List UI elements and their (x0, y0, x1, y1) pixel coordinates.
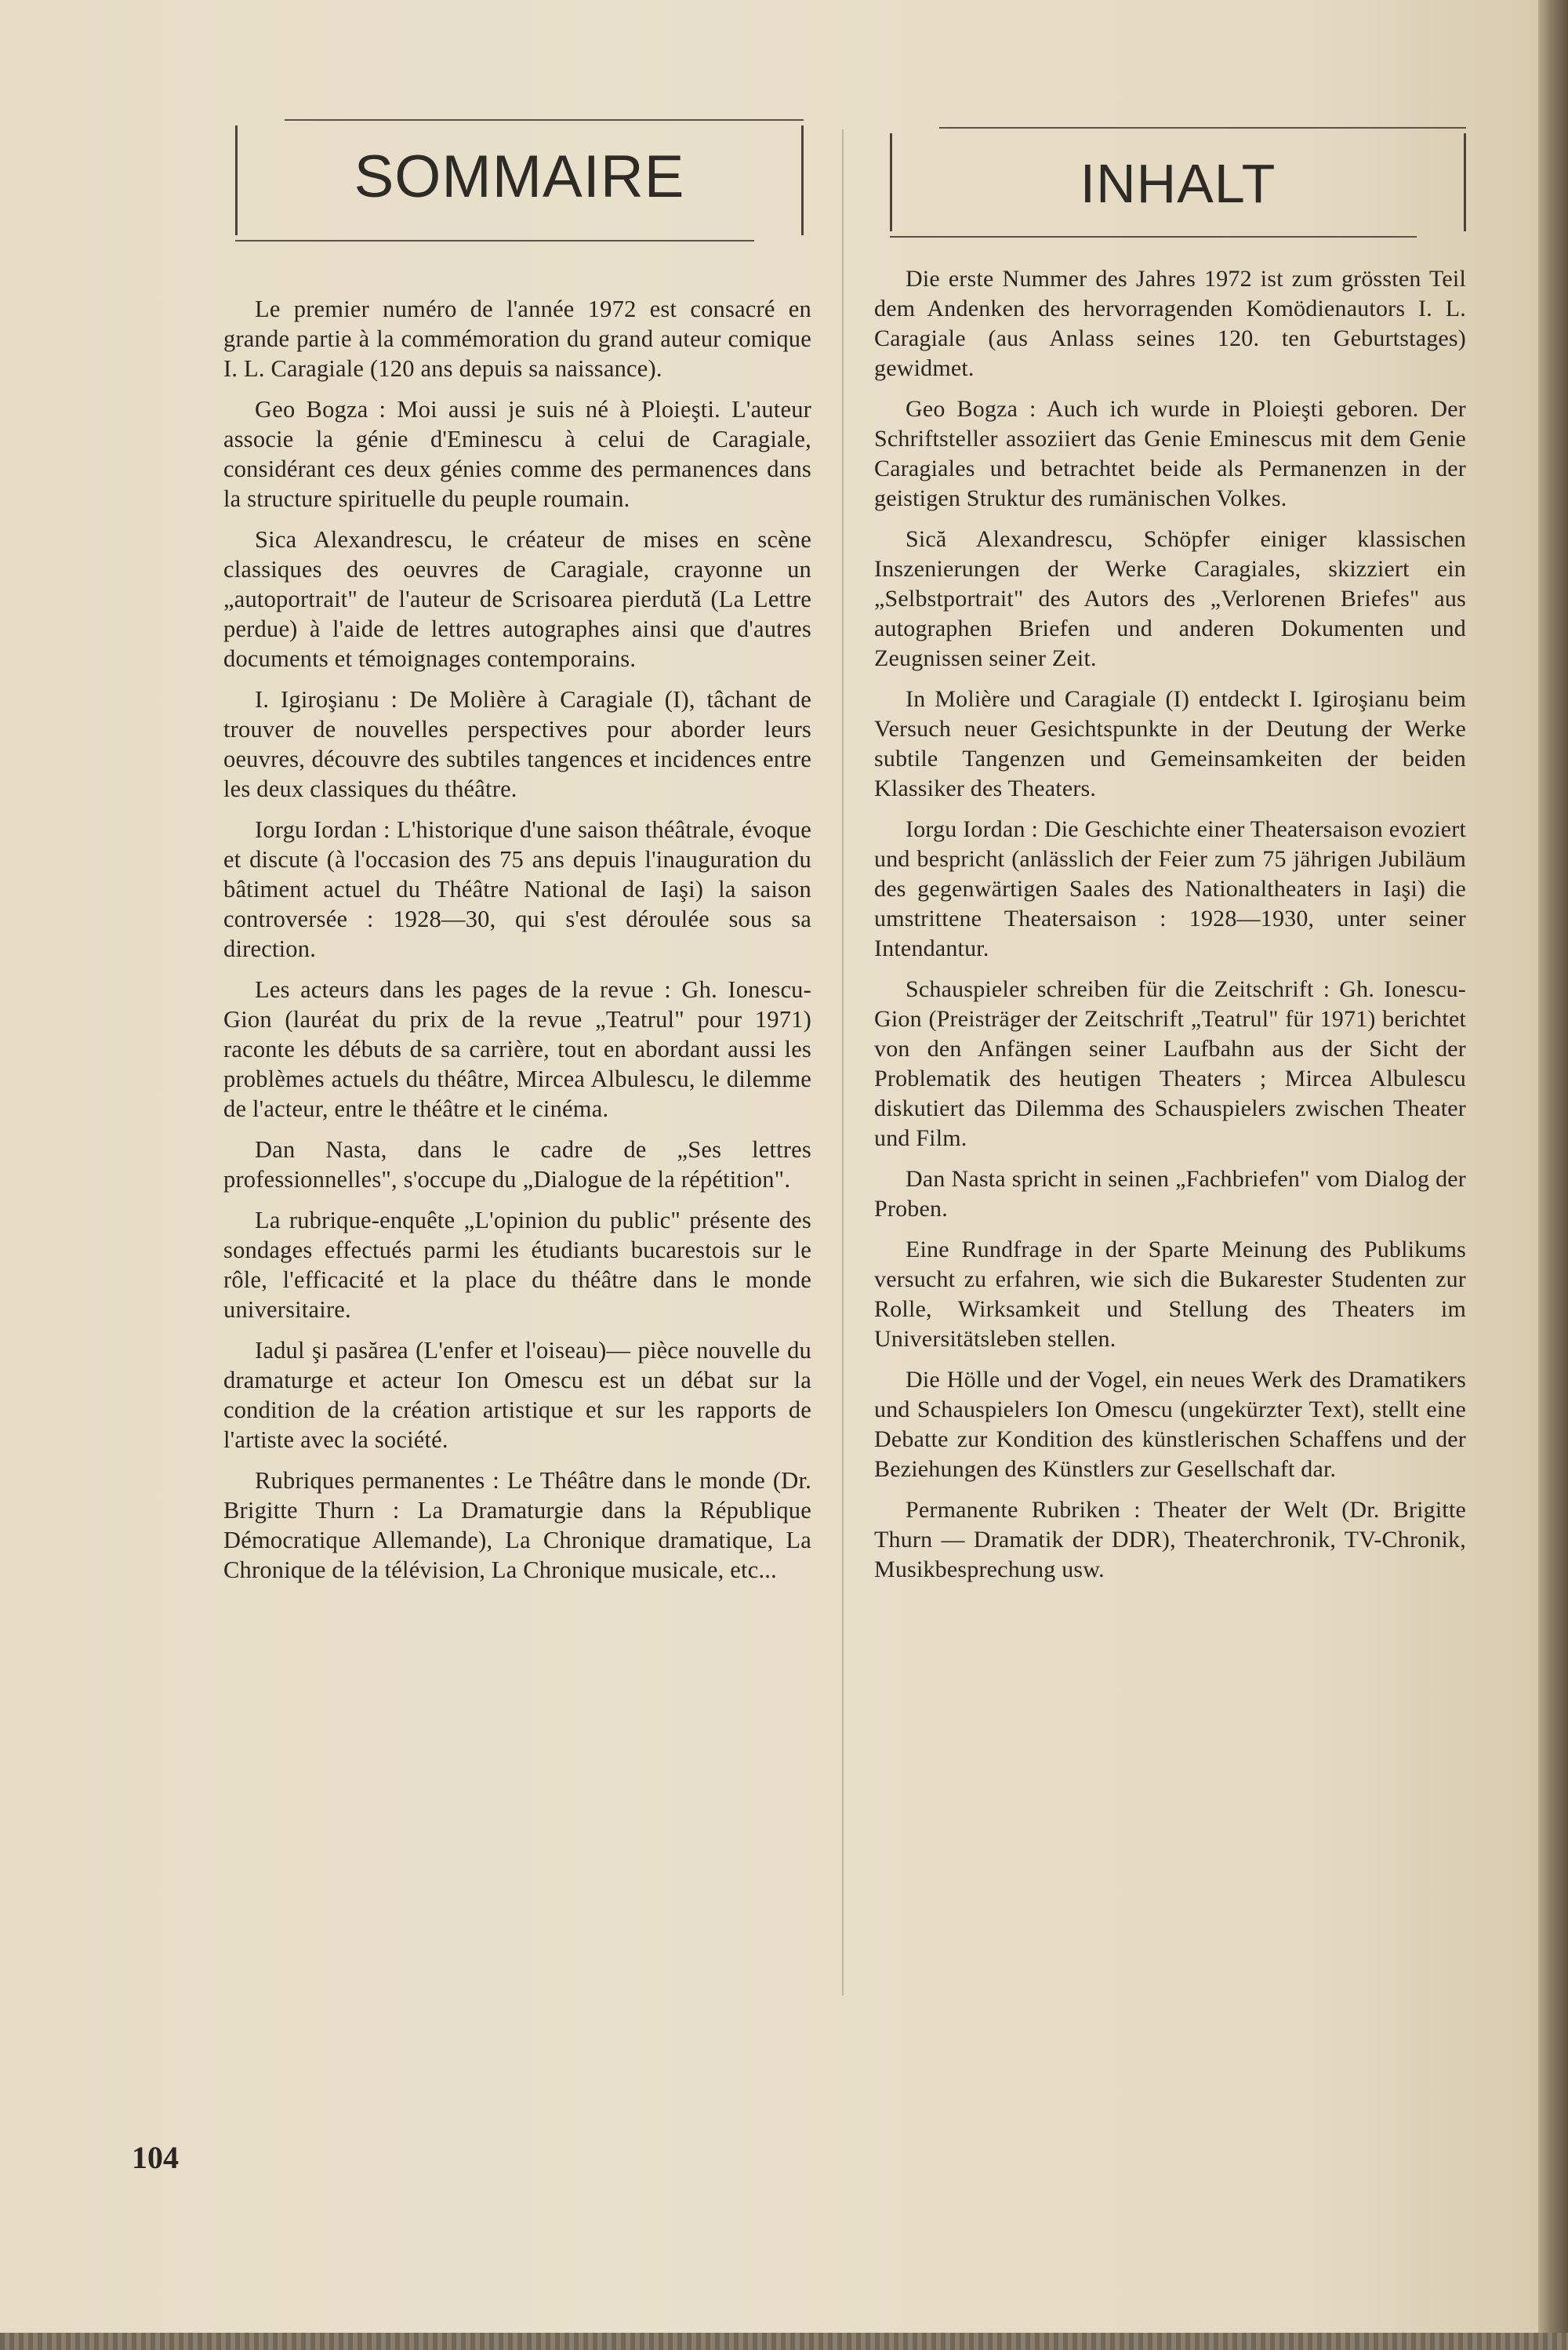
inhalt-paragraph: Iorgu Iordan : Die Geschichte einer Theatersaison evoziert und bespricht (anlässlich der Feier zum 75 jährigen Jubiläum des gegenwärtigen Saales des Nationaltheaters in Iaşi) die umstrittene Theatersaison : 1928—1930, unter seiner Intendantur. (874, 816, 1466, 961)
inhalt-paragraph: In Molière und Caragiale (I) entdeckt I. Igiroşianu beim Versuch neuer Gesichtspunkte in der Deutung der Werke subtile Tangenzen und Gemeinsamkeiten der beiden Klassiker des Theaters. (874, 686, 1466, 801)
sommaire-paragraph: Rubriques permanentes : Le Théâtre dans le monde (Dr. Brigitte Thurn : La Dramaturgie dans la République Démocratique Allemande), La Chronique dramatique, La Chronique de la télévision, La Chronique musicale, etc... (223, 1467, 811, 1583)
inhalt-paragraph: Die Hölle und der Vogel, ein neues Werk des Dramatikers und Schauspielers Ion Omescu (ungekürzter Text), stellt eine Debatte zur Kondition des künstlerischen Schaffens und der Beziehungen des Künstlers zur Gesellschaft dar. (874, 1367, 1466, 1482)
sommaire-paragraph: Iadul şi pasărea (L'enfer et l'oiseau)— pièce nouvelle du dramaturge et acteur Ion Omescu est un débat sur la condition de la création artistique et sur les rapports de l'artiste avec la société. (223, 1337, 811, 1453)
page-number: 104 (132, 2140, 179, 2175)
sommaire-paragraph: Les acteurs dans les pages de la revue : Gh. Ionescu-Gion (lauréat du prix de la revue „Teatrul" pour 1971) raconte les débuts de sa carrière, tout en abordant aussi les problèmes actuels du théâtre, Mircea Albulescu, le dilemme de l'acteur, entre le théâtre et le cinéma. (223, 976, 811, 1122)
inhalt-paragraph: Dan Nasta spricht in seinen „Fachbriefen" vom Dialog der Proben. (874, 1166, 1466, 1222)
scan-bottom-strip (0, 2333, 1568, 2350)
sommaire-title-frame (235, 125, 804, 235)
inhalt-body (874, 264, 1466, 1585)
sommaire-paragraph: La rubrique-enquête „L'opinion du public" présente des sondages effectués parmi les étudiants bucarestois sur le rôle, l'efficacité et la place du théâtre dans le monde universitaire. (223, 1207, 811, 1323)
sommaire-paragraph: I. Igiroşianu : De Molière à Caragiale (I), tâchant de trouver de nouvelles perspectives pour aborder leurs oeuvres, découvre des subtiles tangences et incidences entre les deux classiques du théâtre. (223, 686, 811, 802)
inhalt-column (874, 118, 1466, 1596)
sommaire-paragraph: Le premier numéro de l'année 1972 est consacré en grande partie à la commémoration du grand auteur comique I. L. Caragiale (120 ans depuis sa naissance). (223, 296, 811, 382)
inhalt-paragraph: Eine Rundfrage in der Sparte Meinung des Publikums versucht zu erfahren, wie sich die Bukarester Studenten zur Rolle, Wirksamkeit und Stellung des Theaters im Universitätsleben stellen. (874, 1237, 1466, 1352)
sommaire-paragraph: Dan Nasta, dans le cadre de „Ses lettres professionnelles", s'occupe du „Dialogue de la répétition". (223, 1136, 811, 1193)
sommaire-paragraph: Geo Bogza : Moi aussi je suis né à Ploieşti. L'auteur associe la génie d'Eminescu à celui de Caragiale, considérant ces deux génies comme des permanences dans la structure spirituelle du peuple roumain. (223, 396, 811, 512)
column-divider (842, 129, 844, 1996)
inhalt-paragraph: Geo Bogza : Auch ich wurde in Ploieşti geboren. Der Schriftsteller assoziiert das Genie Eminescus mit dem Genie Caragiales und betrachtet beide als Permanenzen in der geistigen Struktur des rumänischen Volkes. (874, 396, 1466, 511)
sommaire-paragraph: Iorgu Iordan : L'historique d'une saison théâtrale, évoque et discute (à l'occasion des 75 ans depuis l'inauguration du bâtiment actuel du Théâtre National de Iaşi) la saison controversée : 1928—30, qui s'est déroulée sous sa direction. (223, 816, 811, 962)
sommaire-body (192, 294, 811, 1585)
inhalt-paragraph: Sică Alexandrescu, Schöpfer einiger klassischen Inszenierungen der Werke Caragiales, skizziert ein „Selbstportrait" des Autors des „Verlorenen Briefes" aus autographen Briefen und anderen Dokumenten und Zeugnissen seiner Zeit. (874, 526, 1466, 671)
inhalt-title-frame (890, 133, 1466, 231)
inhalt-paragraph: Schauspieler schreiben für die Zeitschrift : Gh. Ionescu-Gion (Preisträger der Zeitschrift „Teatrul" für 1971) berichtet von den Anfängen seiner Laufbahn aus der Sicht der Problematik des heutigen Theaters ; Mircea Albulescu diskutiert das Dilemma des Schauspielers zwischen Theater und Film. (874, 976, 1466, 1151)
sommaire-paragraph: Sica Alexandrescu, le créateur de mises en scène classiques des oeuvres de Caragiale, crayonne un „autoportrait" de l'auteur de Scrisoarea pierdută (La Lettre perdue) à l'aide de lettres autographes ainsi que d'autres documents et témoignages contemporains. (223, 526, 811, 672)
inhalt-paragraph: Die erste Nummer des Jahres 1972 ist zum grössten Teil dem Andenken des hervorragenden Komödienautors I. L. Caragiale (aus Anlass seines 120. ten Geburtstages) gewidmet. (874, 266, 1466, 381)
sommaire-column (192, 118, 811, 1596)
inhalt-paragraph: Permanente Rubriken : Theater der Welt (Dr. Brigitte Thurn — Dramatik der DDR), Theaterchronik, TV-Chronik, Musikbesprechung usw. (874, 1497, 1466, 1582)
page-binding-edge (1538, 0, 1568, 2350)
inhalt-title: INHALT (1080, 153, 1276, 214)
sommaire-title: SOMMAIRE (354, 143, 685, 210)
